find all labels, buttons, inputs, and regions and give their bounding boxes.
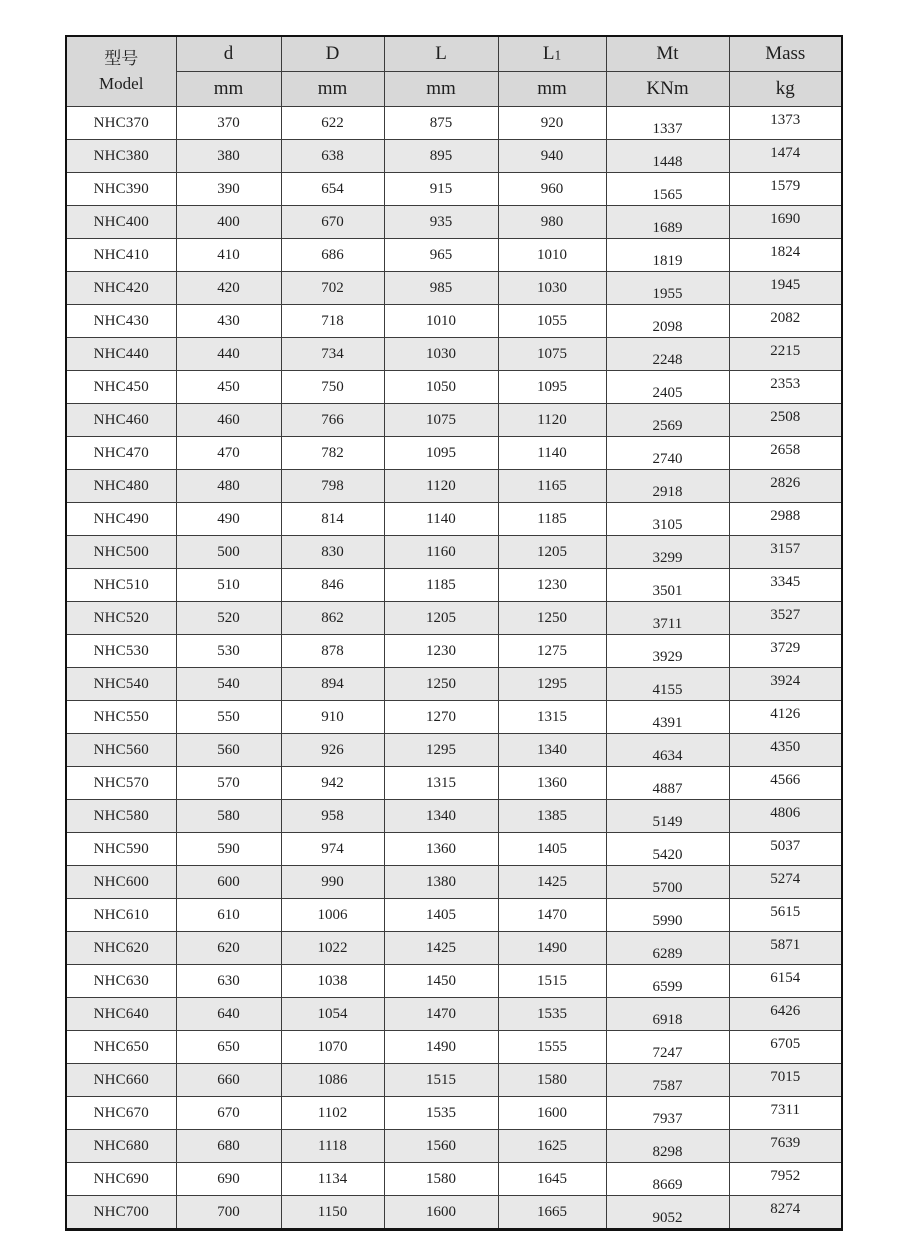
cell-D: 622: [281, 107, 384, 140]
cell-Mass: 5615: [729, 899, 842, 932]
cell-L: 1315: [384, 767, 498, 800]
cell-model: NHC660: [66, 1064, 176, 1097]
table-row: [66, 404, 842, 437]
cell-D: 862: [281, 602, 384, 635]
cell-L1: 1470: [498, 899, 606, 932]
cell-L: 1295: [384, 734, 498, 767]
table-row: [66, 470, 842, 503]
cell-L1: 1490: [498, 932, 606, 965]
cell-D: 990: [281, 866, 384, 899]
cell-Mt: 1955: [606, 272, 729, 305]
cell-L: 1405: [384, 899, 498, 932]
cell-L1: 1625: [498, 1130, 606, 1163]
header-model-cn: 型号: [104, 48, 139, 68]
cell-L: 1050: [384, 371, 498, 404]
cell-L1: 1295: [498, 668, 606, 701]
table-row: [66, 602, 842, 635]
table-row: [66, 701, 842, 734]
table-row: [66, 767, 842, 800]
cell-Mass: 7311: [729, 1097, 842, 1130]
cell-L1: 940: [498, 140, 606, 173]
cell-L1: 1665: [498, 1196, 606, 1230]
table-body: [66, 107, 842, 1230]
header-unit-d: mm: [281, 72, 384, 107]
cell-d: 480: [176, 470, 281, 503]
cell-d: 470: [176, 437, 281, 470]
header-unit-mass: kg: [729, 72, 842, 107]
table-row: [66, 239, 842, 272]
cell-L1: 1645: [498, 1163, 606, 1196]
cell-L: 1140: [384, 503, 498, 536]
cell-L: 1450: [384, 965, 498, 998]
header-col-subscript: 1: [554, 47, 562, 63]
cell-model: NHC550: [66, 701, 176, 734]
cell-Mass: 1579: [729, 173, 842, 206]
cell-d: 700: [176, 1196, 281, 1230]
cell-L1: 920: [498, 107, 606, 140]
cell-D: 1070: [281, 1031, 384, 1064]
cell-L1: 1515: [498, 965, 606, 998]
cell-Mt: 5420: [606, 833, 729, 866]
table-row: [66, 1196, 842, 1230]
cell-d: 420: [176, 272, 281, 305]
cell-L: 1120: [384, 470, 498, 503]
header-row-names: [66, 36, 842, 72]
cell-model: NHC570: [66, 767, 176, 800]
cell-d: 610: [176, 899, 281, 932]
cell-D: 766: [281, 404, 384, 437]
cell-D: 1134: [281, 1163, 384, 1196]
cell-Mass: 2353: [729, 371, 842, 404]
cell-L: 1380: [384, 866, 498, 899]
header-col-d: d: [176, 36, 281, 72]
cell-Mt: 1689: [606, 206, 729, 239]
table-row: [66, 635, 842, 668]
cell-L1: 1555: [498, 1031, 606, 1064]
table-row: [66, 668, 842, 701]
cell-d: 390: [176, 173, 281, 206]
cell-L1: 1120: [498, 404, 606, 437]
cell-model: NHC480: [66, 470, 176, 503]
cell-d: 430: [176, 305, 281, 338]
cell-Mass: 5871: [729, 932, 842, 965]
cell-L: 1010: [384, 305, 498, 338]
table-row: [66, 272, 842, 305]
cell-model: NHC460: [66, 404, 176, 437]
table-row: [66, 536, 842, 569]
cell-d: 690: [176, 1163, 281, 1196]
cell-model: NHC690: [66, 1163, 176, 1196]
cell-Mt: 2405: [606, 371, 729, 404]
cell-L1: 1535: [498, 998, 606, 1031]
cell-L1: 1055: [498, 305, 606, 338]
cell-L: 985: [384, 272, 498, 305]
table-header: [66, 36, 842, 107]
cell-model: NHC400: [66, 206, 176, 239]
cell-Mt: 2569: [606, 404, 729, 437]
header-col-mass: Mass: [729, 36, 842, 72]
table-row: [66, 899, 842, 932]
cell-d: 670: [176, 1097, 281, 1130]
cell-Mass: 2508: [729, 404, 842, 437]
cell-Mt: 6289: [606, 932, 729, 965]
table-row: [66, 1130, 842, 1163]
cell-Mt: 7587: [606, 1064, 729, 1097]
cell-d: 520: [176, 602, 281, 635]
cell-L: 1600: [384, 1196, 498, 1230]
cell-L: 915: [384, 173, 498, 206]
cell-L: 1230: [384, 635, 498, 668]
cell-model: NHC510: [66, 569, 176, 602]
header-unit-l: mm: [384, 72, 498, 107]
cell-Mt: 9052: [606, 1196, 729, 1230]
cell-Mt: 1448: [606, 140, 729, 173]
cell-D: 830: [281, 536, 384, 569]
cell-D: 1150: [281, 1196, 384, 1230]
cell-Mt: 6599: [606, 965, 729, 998]
cell-L1: 1315: [498, 701, 606, 734]
cell-model: NHC520: [66, 602, 176, 635]
cell-L1: 1140: [498, 437, 606, 470]
cell-Mass: 7639: [729, 1130, 842, 1163]
cell-Mass: 3157: [729, 536, 842, 569]
table-row: [66, 833, 842, 866]
cell-D: 702: [281, 272, 384, 305]
table-row: [66, 965, 842, 998]
cell-L1: 1030: [498, 272, 606, 305]
cell-model: NHC410: [66, 239, 176, 272]
table-row: [66, 173, 842, 206]
cell-model: NHC430: [66, 305, 176, 338]
cell-L: 1270: [384, 701, 498, 734]
cell-Mt: 3299: [606, 536, 729, 569]
cell-D: 670: [281, 206, 384, 239]
cell-D: 814: [281, 503, 384, 536]
cell-d: 630: [176, 965, 281, 998]
table-row: [66, 206, 842, 239]
cell-Mt: 3105: [606, 503, 729, 536]
cell-Mass: 8274: [729, 1196, 842, 1230]
cell-Mass: 3345: [729, 569, 842, 602]
cell-L1: 1385: [498, 800, 606, 833]
cell-d: 550: [176, 701, 281, 734]
cell-D: 974: [281, 833, 384, 866]
cell-Mass: 4806: [729, 800, 842, 833]
cell-Mt: 4634: [606, 734, 729, 767]
cell-L: 1515: [384, 1064, 498, 1097]
cell-D: 1038: [281, 965, 384, 998]
cell-D: 686: [281, 239, 384, 272]
cell-model: NHC450: [66, 371, 176, 404]
cell-d: 450: [176, 371, 281, 404]
cell-Mt: 1337: [606, 107, 729, 140]
table-row: [66, 1064, 842, 1097]
cell-Mt: 5149: [606, 800, 729, 833]
cell-L: 1470: [384, 998, 498, 1031]
cell-L: 1160: [384, 536, 498, 569]
cell-Mass: 6705: [729, 1031, 842, 1064]
header-unit-mt: KNm: [606, 72, 729, 107]
cell-L1: 1580: [498, 1064, 606, 1097]
cell-model: NHC670: [66, 1097, 176, 1130]
cell-D: 798: [281, 470, 384, 503]
cell-model: NHC590: [66, 833, 176, 866]
cell-d: 380: [176, 140, 281, 173]
table-row: [66, 371, 842, 404]
cell-d: 530: [176, 635, 281, 668]
table-row: [66, 998, 842, 1031]
cell-Mass: 7952: [729, 1163, 842, 1196]
cell-L: 1030: [384, 338, 498, 371]
cell-Mt: 3929: [606, 635, 729, 668]
cell-Mt: 2918: [606, 470, 729, 503]
cell-Mass: 6426: [729, 998, 842, 1031]
header-unit-d: mm: [176, 72, 281, 107]
cell-L: 1340: [384, 800, 498, 833]
cell-L1: 1165: [498, 470, 606, 503]
cell-Mass: 7015: [729, 1064, 842, 1097]
cell-L1: 1010: [498, 239, 606, 272]
header-model-en: Model: [99, 73, 144, 93]
cell-L: 1250: [384, 668, 498, 701]
cell-Mt: 4391: [606, 701, 729, 734]
cell-d: 540: [176, 668, 281, 701]
table-row: [66, 140, 842, 173]
cell-model: NHC630: [66, 965, 176, 998]
cell-D: 926: [281, 734, 384, 767]
cell-L1: 980: [498, 206, 606, 239]
cell-model: NHC530: [66, 635, 176, 668]
cell-D: 942: [281, 767, 384, 800]
cell-D: 894: [281, 668, 384, 701]
cell-D: 910: [281, 701, 384, 734]
cell-d: 620: [176, 932, 281, 965]
cell-model: NHC500: [66, 536, 176, 569]
cell-L1: 1185: [498, 503, 606, 536]
cell-d: 440: [176, 338, 281, 371]
cell-D: 750: [281, 371, 384, 404]
cell-Mt: 4155: [606, 668, 729, 701]
spec-table: [65, 35, 843, 1231]
table-row: [66, 503, 842, 536]
cell-Mass: 3729: [729, 635, 842, 668]
cell-Mt: 6918: [606, 998, 729, 1031]
cell-model: NHC440: [66, 338, 176, 371]
cell-model: NHC540: [66, 668, 176, 701]
cell-Mass: 2988: [729, 503, 842, 536]
cell-L: 875: [384, 107, 498, 140]
cell-L1: 1250: [498, 602, 606, 635]
cell-model: NHC370: [66, 107, 176, 140]
cell-L: 1425: [384, 932, 498, 965]
cell-d: 570: [176, 767, 281, 800]
cell-Mt: 8669: [606, 1163, 729, 1196]
cell-d: 560: [176, 734, 281, 767]
cell-L: 895: [384, 140, 498, 173]
cell-Mt: 3501: [606, 569, 729, 602]
cell-Mass: 2215: [729, 338, 842, 371]
cell-d: 410: [176, 239, 281, 272]
header-col-l1: L1: [498, 36, 606, 72]
cell-model: NHC470: [66, 437, 176, 470]
table-row: [66, 932, 842, 965]
cell-L1: 1205: [498, 536, 606, 569]
cell-L: 965: [384, 239, 498, 272]
cell-L1: 1230: [498, 569, 606, 602]
table-row: [66, 107, 842, 140]
cell-Mt: 5990: [606, 899, 729, 932]
cell-L1: 1600: [498, 1097, 606, 1130]
cell-L1: 1340: [498, 734, 606, 767]
table-row: [66, 305, 842, 338]
cell-D: 638: [281, 140, 384, 173]
cell-D: 1006: [281, 899, 384, 932]
cell-Mt: 1565: [606, 173, 729, 206]
table-row: [66, 437, 842, 470]
cell-d: 460: [176, 404, 281, 437]
cell-model: NHC620: [66, 932, 176, 965]
cell-L: 1185: [384, 569, 498, 602]
cell-Mass: 1824: [729, 239, 842, 272]
cell-d: 580: [176, 800, 281, 833]
cell-L1: 1425: [498, 866, 606, 899]
cell-Mass: 1474: [729, 140, 842, 173]
cell-model: NHC600: [66, 866, 176, 899]
cell-D: 1054: [281, 998, 384, 1031]
cell-L: 1205: [384, 602, 498, 635]
table-row: [66, 569, 842, 602]
cell-L: 935: [384, 206, 498, 239]
cell-L: 1580: [384, 1163, 498, 1196]
cell-Mt: 2098: [606, 305, 729, 338]
cell-model: NHC490: [66, 503, 176, 536]
cell-d: 590: [176, 833, 281, 866]
table-row: [66, 800, 842, 833]
cell-d: 600: [176, 866, 281, 899]
cell-Mass: 1690: [729, 206, 842, 239]
cell-model: NHC390: [66, 173, 176, 206]
cell-d: 680: [176, 1130, 281, 1163]
cell-model: NHC380: [66, 140, 176, 173]
cell-L: 1360: [384, 833, 498, 866]
cell-d: 660: [176, 1064, 281, 1097]
cell-Mass: 2082: [729, 305, 842, 338]
cell-Mass: 2658: [729, 437, 842, 470]
header-col-l: L: [384, 36, 498, 72]
cell-Mass: 5037: [729, 833, 842, 866]
cell-L1: 1405: [498, 833, 606, 866]
cell-D: 782: [281, 437, 384, 470]
header-col-d: D: [281, 36, 384, 72]
cell-Mt: 5700: [606, 866, 729, 899]
cell-model: NHC420: [66, 272, 176, 305]
cell-Mass: 3527: [729, 602, 842, 635]
cell-model: NHC610: [66, 899, 176, 932]
cell-d: 510: [176, 569, 281, 602]
cell-Mt: 2248: [606, 338, 729, 371]
cell-Mass: 4126: [729, 701, 842, 734]
cell-Mass: 4566: [729, 767, 842, 800]
cell-L1: 1075: [498, 338, 606, 371]
cell-model: NHC700: [66, 1196, 176, 1230]
cell-Mt: 8298: [606, 1130, 729, 1163]
cell-Mt: 7937: [606, 1097, 729, 1130]
header-model: [66, 36, 176, 107]
header-row-units: [66, 72, 842, 107]
cell-D: 1102: [281, 1097, 384, 1130]
cell-d: 640: [176, 998, 281, 1031]
cell-D: 654: [281, 173, 384, 206]
header-col-mt: Mt: [606, 36, 729, 72]
cell-d: 370: [176, 107, 281, 140]
table-row: [66, 1031, 842, 1064]
cell-L: 1095: [384, 437, 498, 470]
cell-Mass: 5274: [729, 866, 842, 899]
cell-D: 718: [281, 305, 384, 338]
cell-Mt: 1819: [606, 239, 729, 272]
cell-D: 1022: [281, 932, 384, 965]
cell-L1: 1360: [498, 767, 606, 800]
cell-D: 878: [281, 635, 384, 668]
cell-Mass: 4350: [729, 734, 842, 767]
cell-D: 958: [281, 800, 384, 833]
cell-Mass: 6154: [729, 965, 842, 998]
cell-model: NHC650: [66, 1031, 176, 1064]
cell-Mass: 2826: [729, 470, 842, 503]
cell-Mass: 3924: [729, 668, 842, 701]
header-unit-l1: mm: [498, 72, 606, 107]
cell-D: 1086: [281, 1064, 384, 1097]
cell-model: NHC680: [66, 1130, 176, 1163]
cell-Mass: 1373: [729, 107, 842, 140]
cell-L1: 1275: [498, 635, 606, 668]
cell-D: 1118: [281, 1130, 384, 1163]
cell-Mt: 2740: [606, 437, 729, 470]
table-row: [66, 1097, 842, 1130]
cell-Mt: 4887: [606, 767, 729, 800]
cell-Mt: 3711: [606, 602, 729, 635]
cell-D: 846: [281, 569, 384, 602]
cell-d: 400: [176, 206, 281, 239]
cell-L: 1535: [384, 1097, 498, 1130]
cell-L: 1560: [384, 1130, 498, 1163]
table-row: [66, 734, 842, 767]
cell-L: 1075: [384, 404, 498, 437]
cell-model: NHC640: [66, 998, 176, 1031]
cell-D: 734: [281, 338, 384, 371]
table-row: [66, 866, 842, 899]
cell-Mass: 1945: [729, 272, 842, 305]
cell-L1: 1095: [498, 371, 606, 404]
cell-Mt: 7247: [606, 1031, 729, 1064]
cell-d: 500: [176, 536, 281, 569]
cell-L1: 960: [498, 173, 606, 206]
cell-model: NHC580: [66, 800, 176, 833]
cell-model: NHC560: [66, 734, 176, 767]
cell-d: 650: [176, 1031, 281, 1064]
table-row: [66, 338, 842, 371]
cell-d: 490: [176, 503, 281, 536]
cell-L: 1490: [384, 1031, 498, 1064]
table-row: [66, 1163, 842, 1196]
